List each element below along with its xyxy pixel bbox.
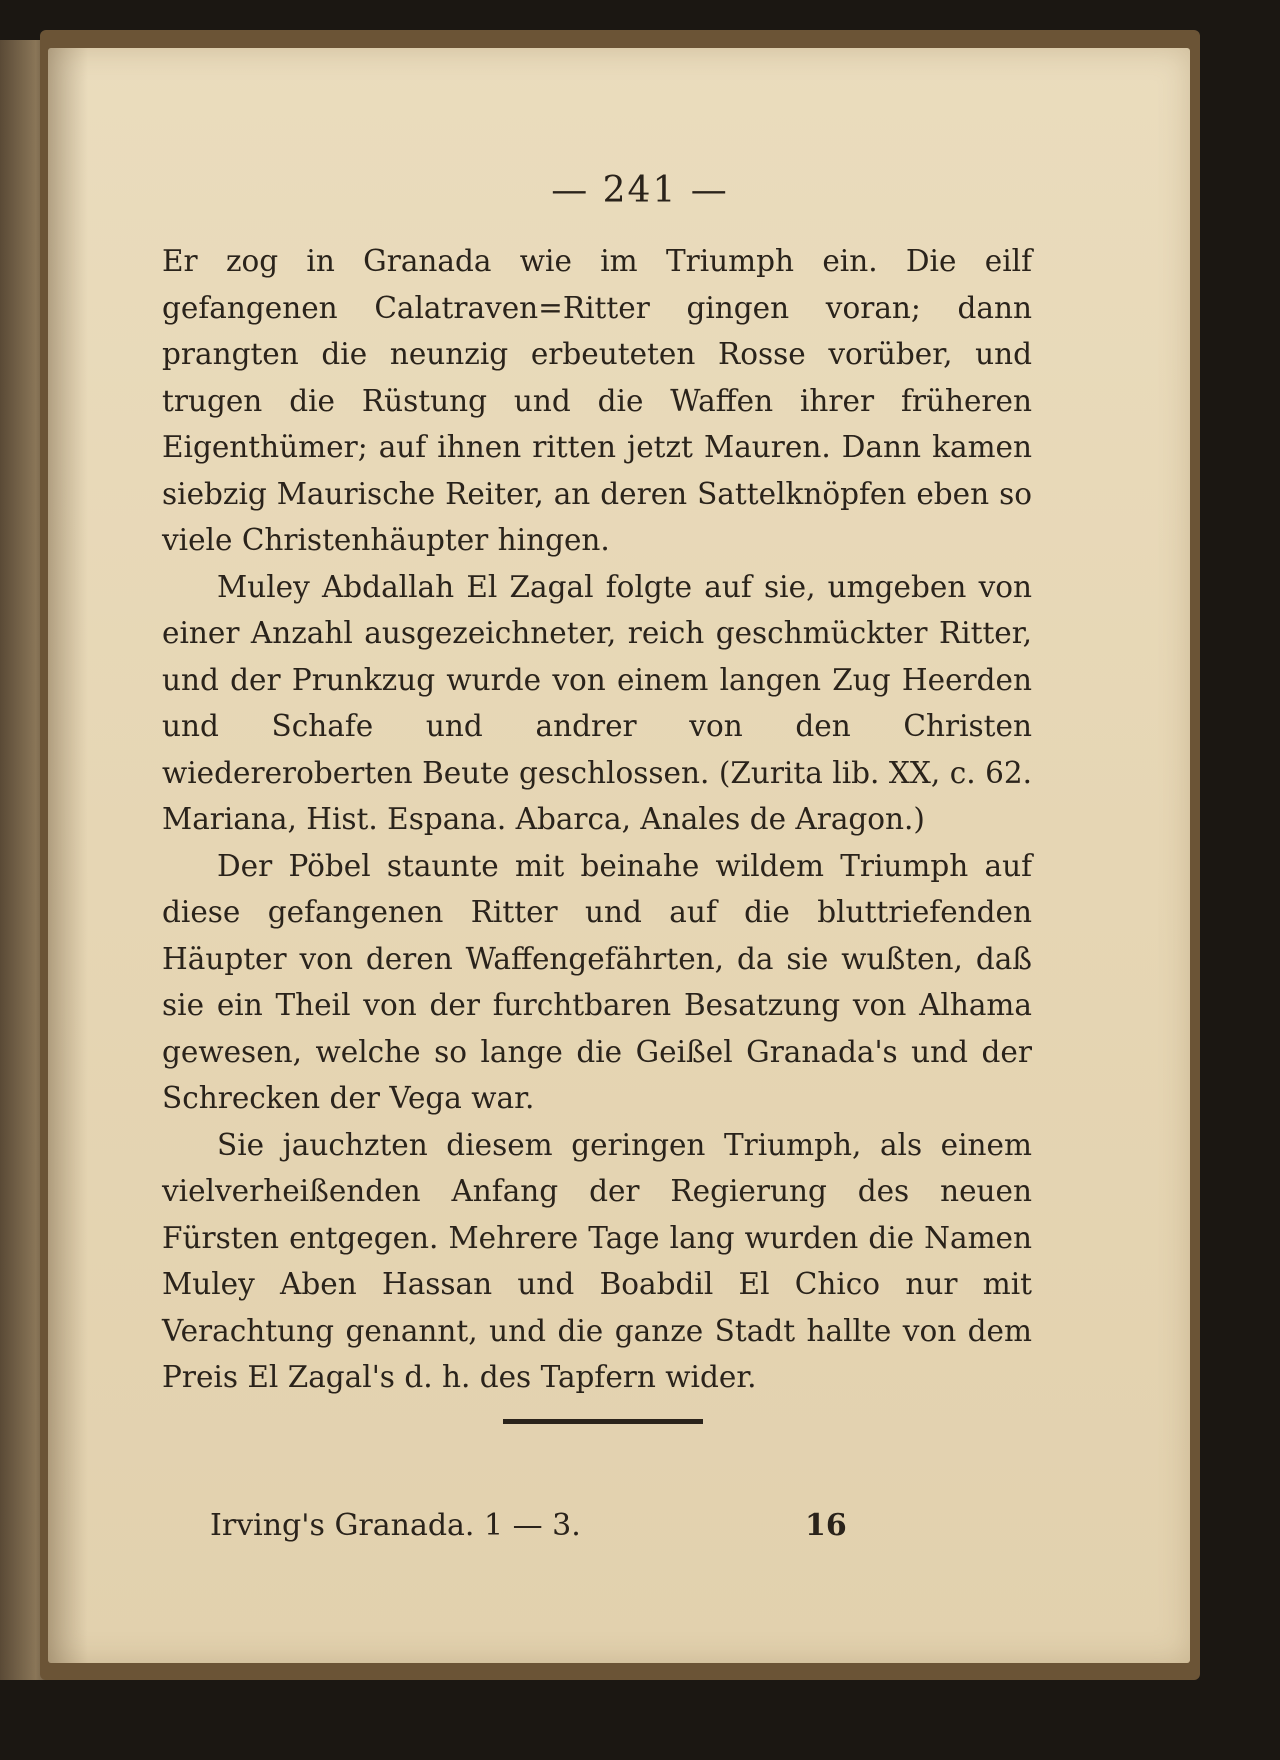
paragraph-4: Sie jauchzten diesem geringen Triumph, als einem vielverheißenden Anfang der Regierung des neuen Fürsten entgegen. Mehrere Tage lang wurden die Namen Muley Aben Hassan und Boabdil El Chico nur mit Verachtung genannt, und die ganze Stadt hallte von dem Preis El Zagal's d. h. des Tapfern wider. [162, 1127, 1032, 1394]
page-number: — 241 — [551, 170, 729, 211]
footer-signature-mark: 16 [805, 1508, 847, 1543]
paragraph-3: Der Pöbel staunte mit beinahe wildem Triumph auf diese gefangenen Ritter und auf die bluttriefenden Häupter von deren Waffengefährten, da sie wußten, daß sie ein Theil von der furchtbaren Besatzung von Alhama gewesen, welche so lange die Geißel Granada's und der Schrecken der Vega war. [162, 848, 1032, 1115]
section-divider [503, 1419, 703, 1424]
body-text [162, 238, 1032, 1401]
page-gutter-shadow [48, 48, 88, 1663]
paragraph-2: Muley Abdallah El Zagal folgte auf sie, umgeben von einer Anzahl ausgezeichneter, reich geschmückter Ritter, und der Prunkzug wurde von einem langen Zug Heerden und Schafe und andrer von den Christen wiedereroberten Beute geschlossen. (Zurita lib. XX, c. 62. Mariana, Hist. Espana. Abarca, Anales de Aragon.) [162, 569, 1032, 836]
footer-book-title: Irving's Granada. 1 — 3. [210, 1508, 581, 1543]
paragraph-1: Er zog in Granada wie im Triumph ein. Die eilf gefangenen Calatraven=Ritter gingen voran; dann prangten die neunzig erbeuteten Rosse vorüber, und trugen die Rüstung und die Waffen ihrer früheren Eigenthümer; auf ihnen ritten jetzt Mauren. Dann kamen siebzig Maurische Reiter, an deren Sattelknöpfen eben so viele Christenhäupter hingen. [162, 244, 1032, 557]
